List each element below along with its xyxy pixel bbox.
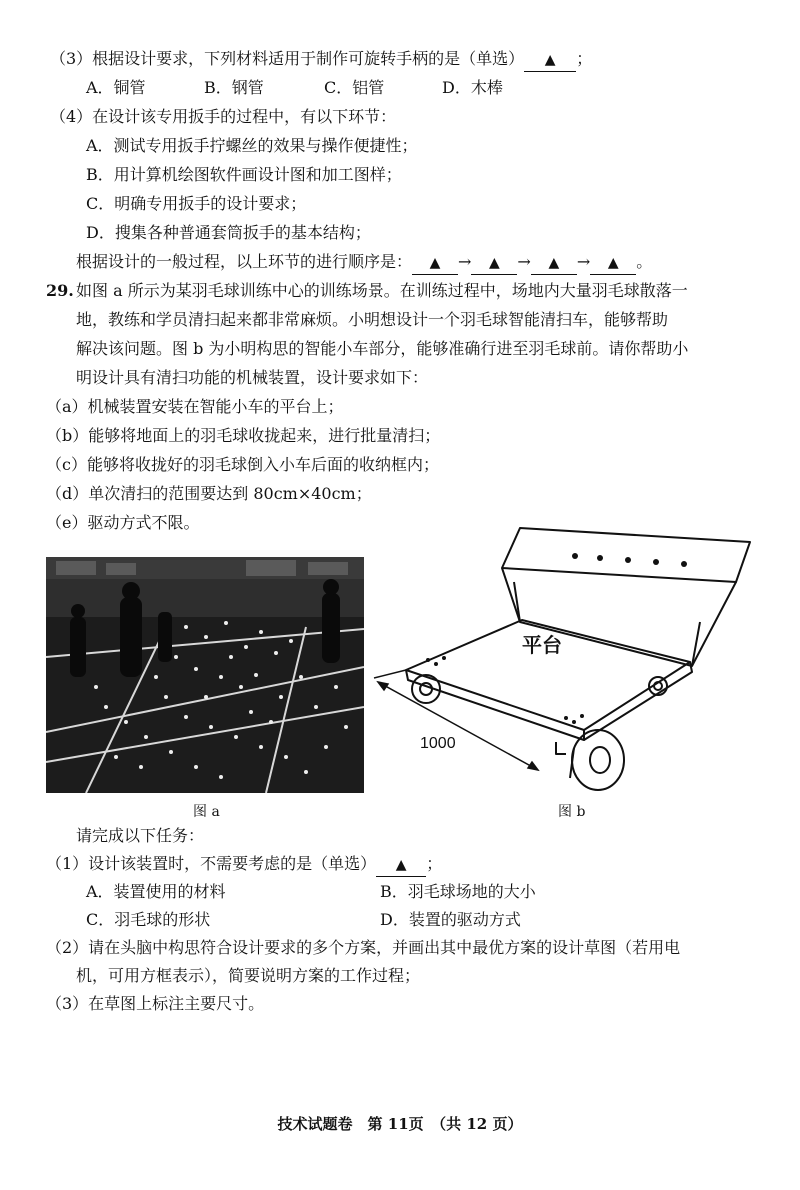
answer-triangle-icon: ▲: [544, 52, 556, 68]
q29-line-2: 地，教练和学员清扫起来都非常麻烦。小明想设计一个羽毛球智能清扫车，能够帮助: [76, 310, 669, 329]
dimension-label: 1000: [420, 735, 456, 752]
answer-triangle-icon: ▲: [429, 255, 441, 271]
task1-option-b: B．羽毛球场地的大小: [380, 882, 536, 901]
q4-blank-3[interactable]: [531, 251, 577, 275]
arrow-icon: →: [576, 252, 591, 271]
q4-item-d: D．搜集各种普通套筒扳手的基本结构；: [86, 223, 371, 242]
answer-triangle-icon: ▲: [489, 255, 500, 271]
q3-option-c: C．铝管: [324, 78, 385, 97]
q4-order-text: 根据设计的一般过程，以上环节的进行顺序是：: [76, 252, 413, 271]
platform-label: 平台: [522, 635, 562, 657]
q4-item-c: C．明确专用扳手的设计要求；: [86, 194, 307, 213]
q4-item-a: A．测试专用扳手拧螺丝的效果与操作便捷性；: [86, 136, 418, 155]
task1-stem: [46, 853, 442, 877]
q29-line-4: 明设计具有清扫功能的机械装置，设计要求如下：: [76, 368, 429, 387]
q3-stem: [50, 48, 592, 72]
task1-option-c: C．羽毛球的形状: [86, 910, 211, 929]
q29-req-a: （a）机械装置安装在智能小车的平台上；: [46, 397, 344, 416]
arrow-icon: →: [517, 252, 531, 271]
answer-triangle-icon: ▲: [395, 857, 407, 873]
figure-b-cart-drawing: [370, 522, 760, 797]
task2-line-1: （2）请在头脑中构思符合设计要求的多个方案，并画出其中最优方案的设计草图（若用电: [46, 938, 681, 957]
task1-option-d: D．装置的驱动方式: [380, 910, 521, 929]
q29-line-3: 解决该问题。图 b 为小明构思的智能小车部分，能够准确行进至羽毛球前。请你帮助小: [76, 339, 689, 358]
q29-req-c: （c）能够将收拢好的羽毛球倒入小车后面的收纳框内；: [46, 455, 439, 474]
q4-end: 。: [636, 252, 653, 271]
q29-number: 29.: [46, 281, 74, 300]
task1-text: （1）设计该装置时，不需要考虑的是（单选）: [46, 854, 377, 873]
task1-option-a: A．装置使用的材料: [86, 882, 226, 901]
answer-triangle-icon: ▲: [607, 255, 619, 271]
task2-line-2: 机，可用方框表示），简要说明方案的工作过程；: [76, 966, 421, 985]
q3-option-d: D．木棒: [442, 78, 503, 97]
q4-blank-2[interactable]: [471, 251, 517, 275]
arrow-icon: →: [458, 252, 472, 271]
q4-item-b: B．用计算机绘图软件画设计图和加工图样；: [86, 165, 402, 184]
q4-order: [76, 251, 652, 275]
answer-triangle-icon: ▲: [548, 255, 560, 271]
q29-req-d: （d）单次清扫的范围要达到 80cm×40cm；: [46, 484, 372, 503]
q3-end: ；: [576, 49, 593, 68]
figure-b-caption: 图 b: [558, 804, 586, 820]
q3-option-b: B．钢管: [204, 78, 264, 97]
q29-req-b: （b）能够将地面上的羽毛球收拢起来，进行批量清扫；: [46, 426, 441, 445]
q29-req-e: （e）驱动方式不限。: [46, 513, 200, 532]
q3-option-a: A．铜管: [86, 78, 146, 97]
task3-text: （3）在草图上标注主要尺寸。: [46, 994, 265, 1013]
tasks-intro: 请完成以下任务：: [76, 826, 205, 845]
q4-blank-4[interactable]: [590, 251, 636, 275]
figure-a-photo: [46, 557, 364, 793]
task1-end: ；: [426, 854, 443, 873]
page-footer: 技术试题卷 第 11页 （共 12 页）: [277, 1115, 523, 1133]
q4-blank-1[interactable]: [412, 251, 458, 275]
figure-a-caption: 图 a: [193, 804, 220, 820]
q4-stem: （4）在设计该专用扳手的过程中，有以下环节：: [50, 107, 397, 126]
q3-text: （3）根据设计要求，下列材料适用于制作可旋转手柄的是（单选）: [50, 49, 525, 68]
task1-answer-blank[interactable]: [376, 853, 426, 877]
q3-answer-blank[interactable]: [524, 48, 576, 72]
q29-line-1: 如图 a 所示为某羽毛球训练中心的训练场景。在训练过程中，场地内大量羽毛球散落一: [76, 281, 688, 300]
